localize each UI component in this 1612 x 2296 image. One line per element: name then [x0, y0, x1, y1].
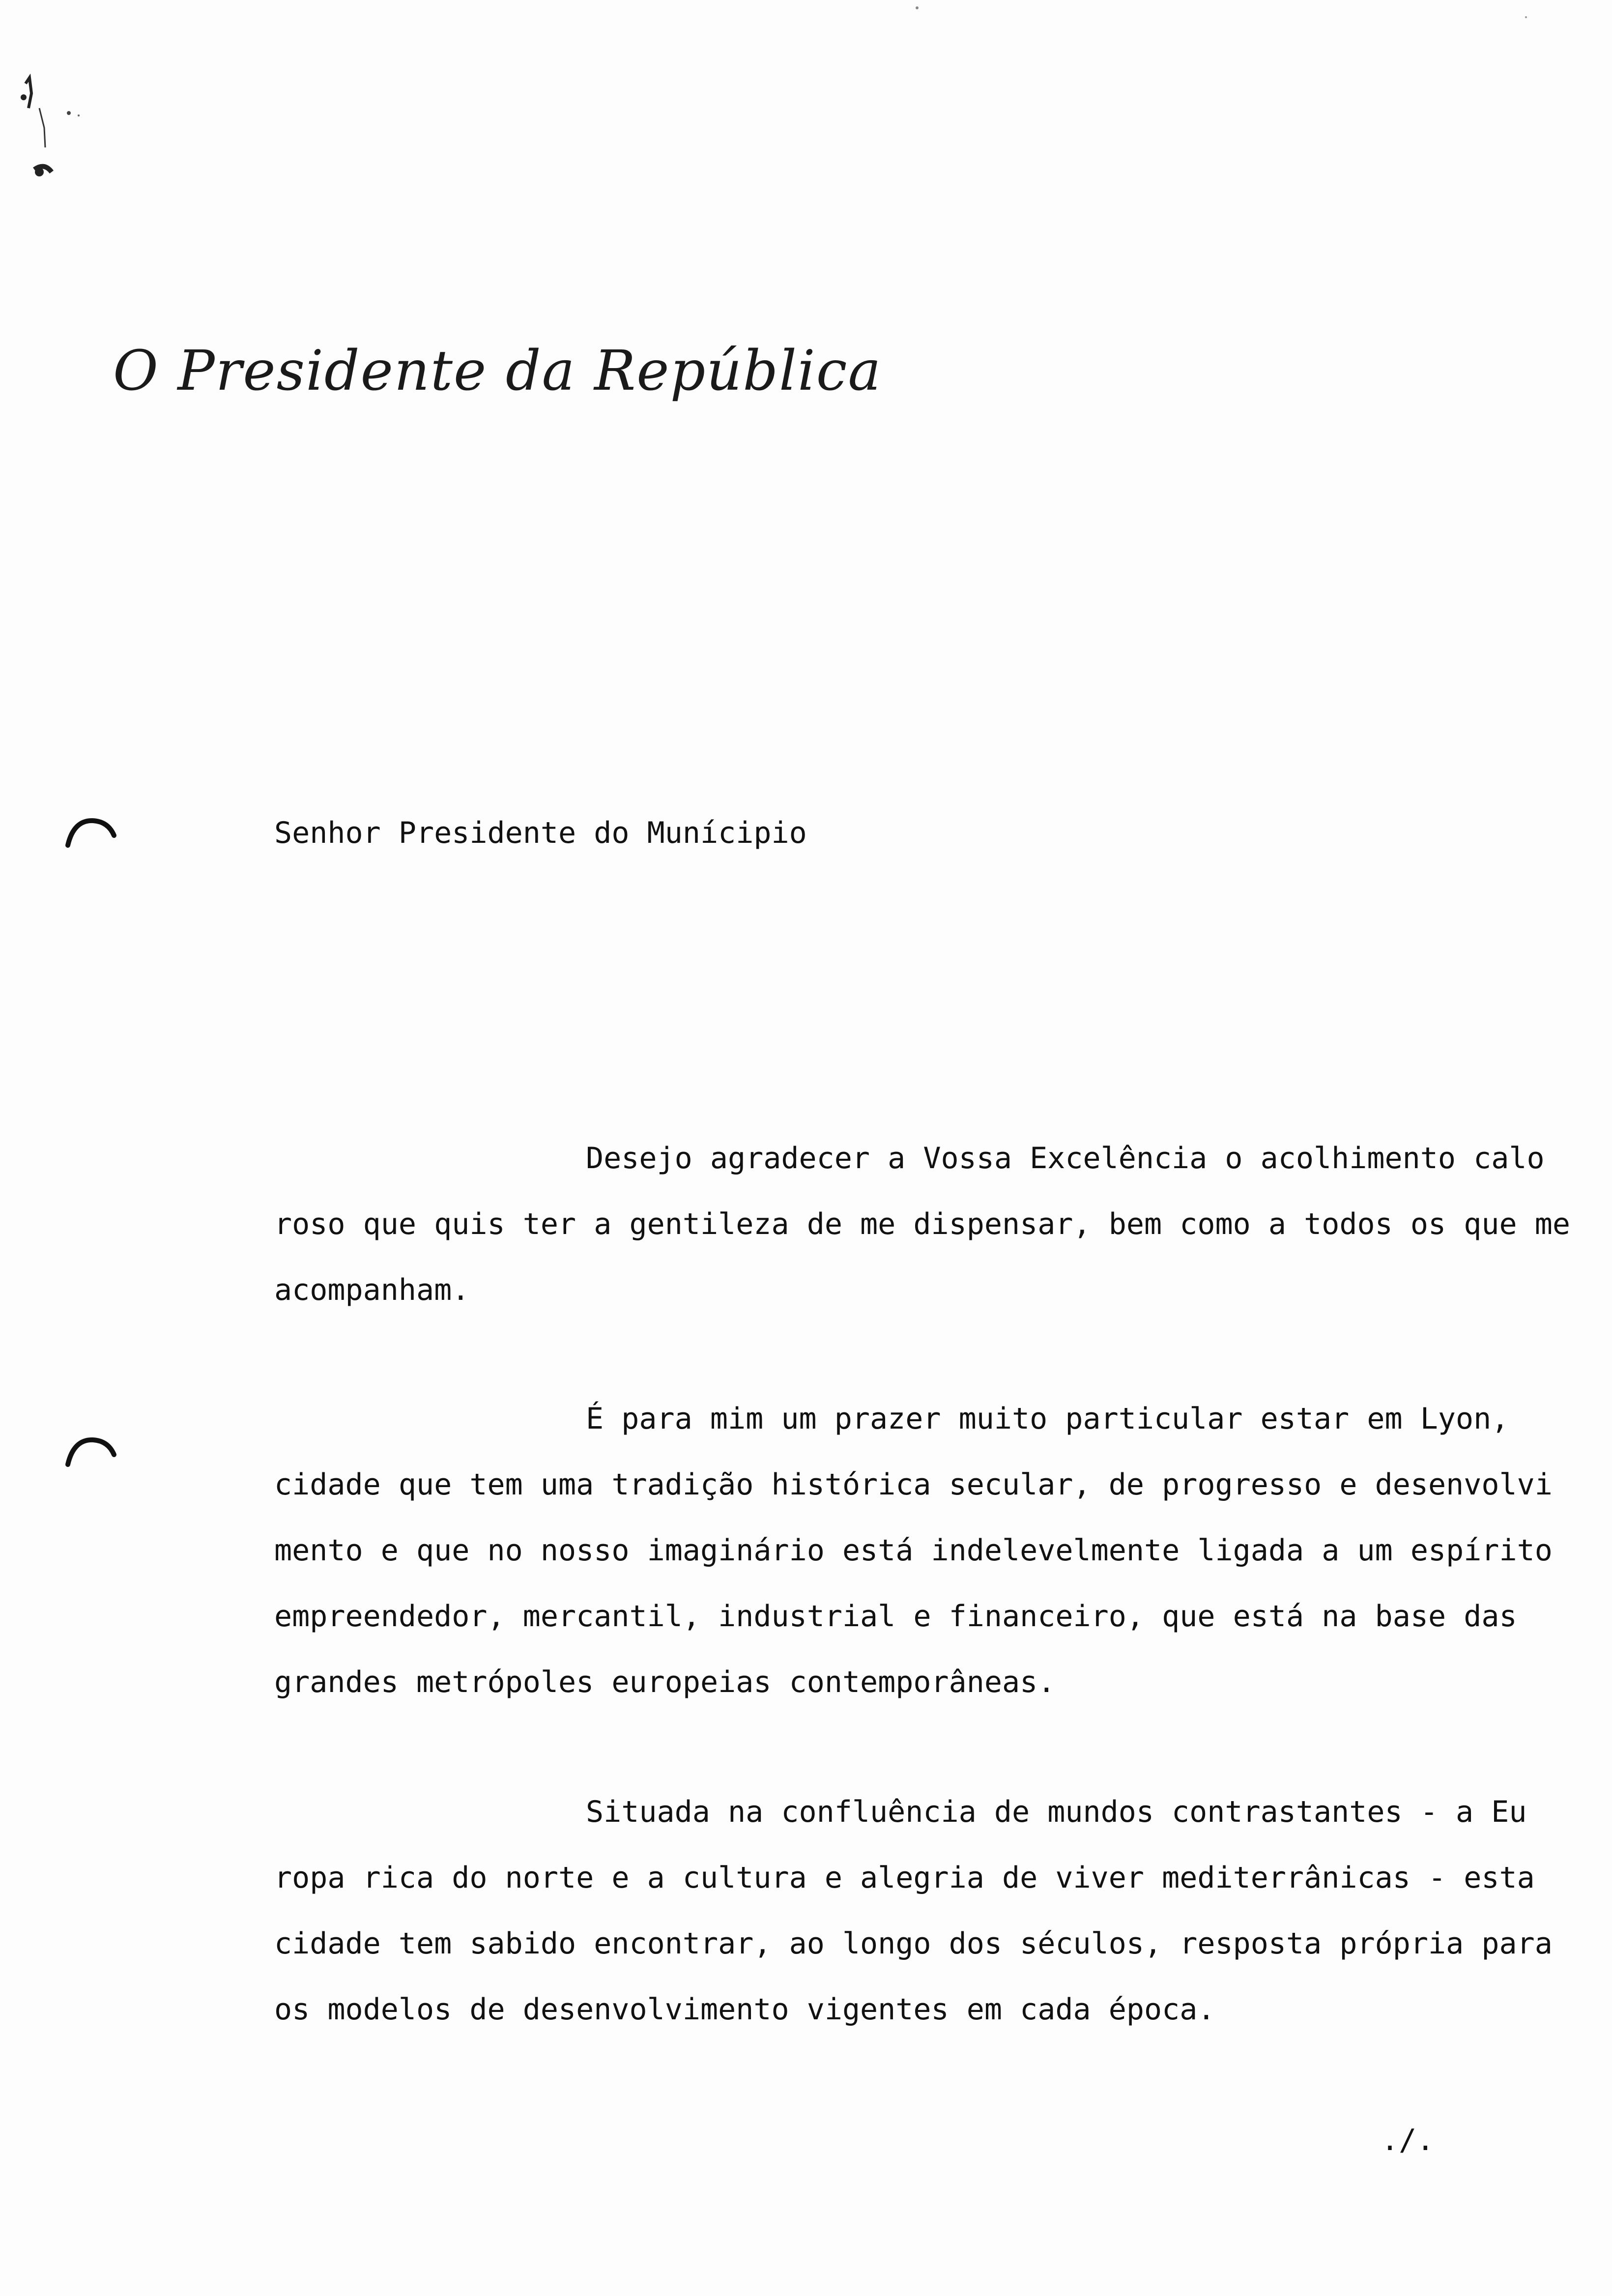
paragraph-line: cidade tem sabido encontrar, ao longo dos séculos, resposta própria para	[274, 1926, 1553, 1961]
paragraph-line: os modelos de desenvolvimento vigentes em cada época.	[274, 1992, 1215, 2027]
paragraph-2	[274, 1386, 1553, 1715]
paragraph-line: acompanham.	[274, 1273, 470, 1307]
paragraph-line: ropa rica do norte e a cultura e alegria de viver mediterrânicas - esta	[274, 1861, 1535, 1895]
paragraph-line: grandes metrópoles europeias contemporâneas.	[274, 1665, 1056, 1699]
paragraph-1	[274, 1125, 1570, 1323]
paragraph-line: cidade que tem uma tradição histórica secular, de progresso e desenvolvi	[274, 1467, 1553, 1502]
speck-top	[914, 5, 920, 11]
ink-marks-top-left	[15, 74, 93, 187]
paragraph-line: empreendedor, mercantil, industrial e financeiro, que está na base das	[274, 1599, 1517, 1634]
paragraph-line: É para mim um prazer muito particular estar em Lyon,	[586, 1402, 1509, 1436]
paragraph-line: Desejo agradecer a Vossa Excelência o acolhimento calo	[586, 1141, 1545, 1176]
paragraph-3	[274, 1779, 1553, 2042]
salutation: Senhor Presidente do Munícipio	[274, 816, 807, 850]
paragraph-line: Situada na confluência de mundos contrastantes - a Eu	[586, 1795, 1527, 1829]
speck-top-right	[1524, 15, 1528, 20]
punch-hole-arc-lower	[64, 1435, 118, 1469]
paragraph-line: roso que quis ter a gentileza de me dispensar, bem como a todos os que me	[274, 1207, 1570, 1241]
punch-hole-arc-upper	[64, 816, 118, 850]
letterhead-title: O Presidente da República	[113, 339, 882, 403]
paragraph-line: mento e que no nosso imaginário está indelevelmente ligada a um espírito	[274, 1533, 1553, 1568]
continuation-mark: ./.	[1381, 2123, 1435, 2157]
